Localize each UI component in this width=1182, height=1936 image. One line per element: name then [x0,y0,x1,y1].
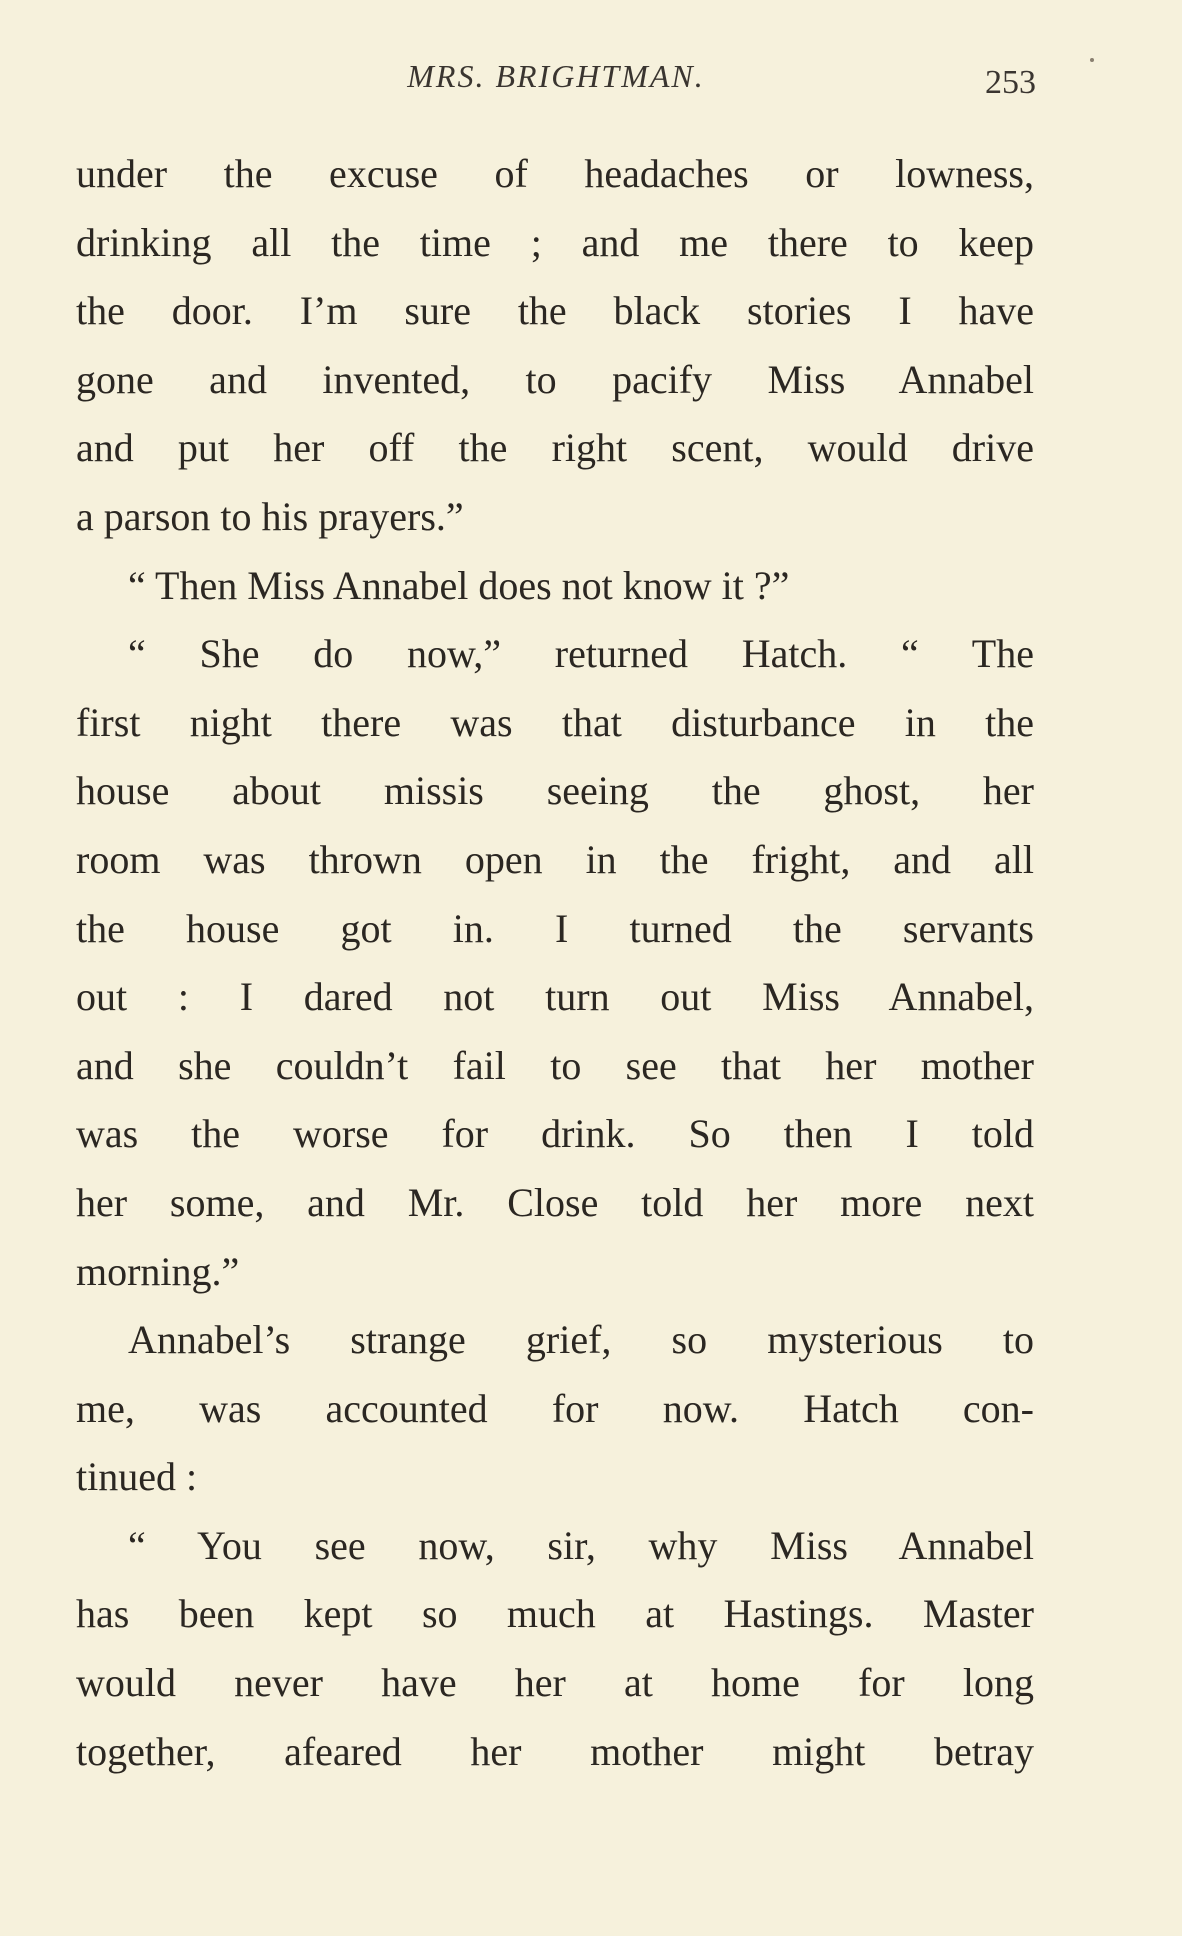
text-line: out : I dared not turn out Miss Annabel, [76,974,1034,1020]
text-line: house about missis seeing the ghost, her [76,768,1034,814]
text-line: and put her off the right scent, would drive [76,425,1034,471]
text-line: a parson to his prayers.” [76,493,464,539]
text-line: under the excuse of headaches or lowness, [76,151,1034,196]
text-line: gone and invented, to pacify Miss Annabel [76,356,1034,402]
running-head [76,58,1036,108]
text-line: drinking all the time ; and me there to keep [76,219,1034,265]
text-line: the door. I’m sure the black stories I have [76,288,1034,334]
text-line: “ You see now, sir, why Miss Annabel [128,1522,1034,1568]
text-line: “ She do now,” returned Hatch. “ The [128,631,1034,677]
text-line: and she couldn’t fail to see that her mother [76,1042,1034,1088]
page-number: 253 [985,64,1036,101]
text-line: Annabel’s strange grief, so mysterious to [128,1317,1034,1363]
body-text [76,140,1034,1786]
text-line: “ Then Miss Annabel does not know it ?” [128,562,790,608]
text-line: her some, and Mr. Close told her more next [76,1179,1034,1225]
text-line: together, afeared her mother might betray [76,1728,1034,1774]
text-line: me, was accounted for now. Hatch con- [76,1385,1034,1431]
running-title: MRS. BRIGHTMAN. [407,58,705,94]
text-line: tinued : [76,1454,198,1500]
text-line: room was thrown open in the fright, and all [76,836,1034,882]
text-line: first night there was that disturbance in the [76,699,1034,745]
text-line: would never have her at home for long [76,1660,1034,1706]
paper-speck [1090,58,1094,62]
text-line: morning.” [76,1248,240,1294]
text-line: was the worse for drink. So then I told [76,1111,1034,1157]
text-line: has been kept so much at Hastings. Master [76,1591,1034,1637]
text-line: the house got in. I turned the servants [76,905,1034,951]
